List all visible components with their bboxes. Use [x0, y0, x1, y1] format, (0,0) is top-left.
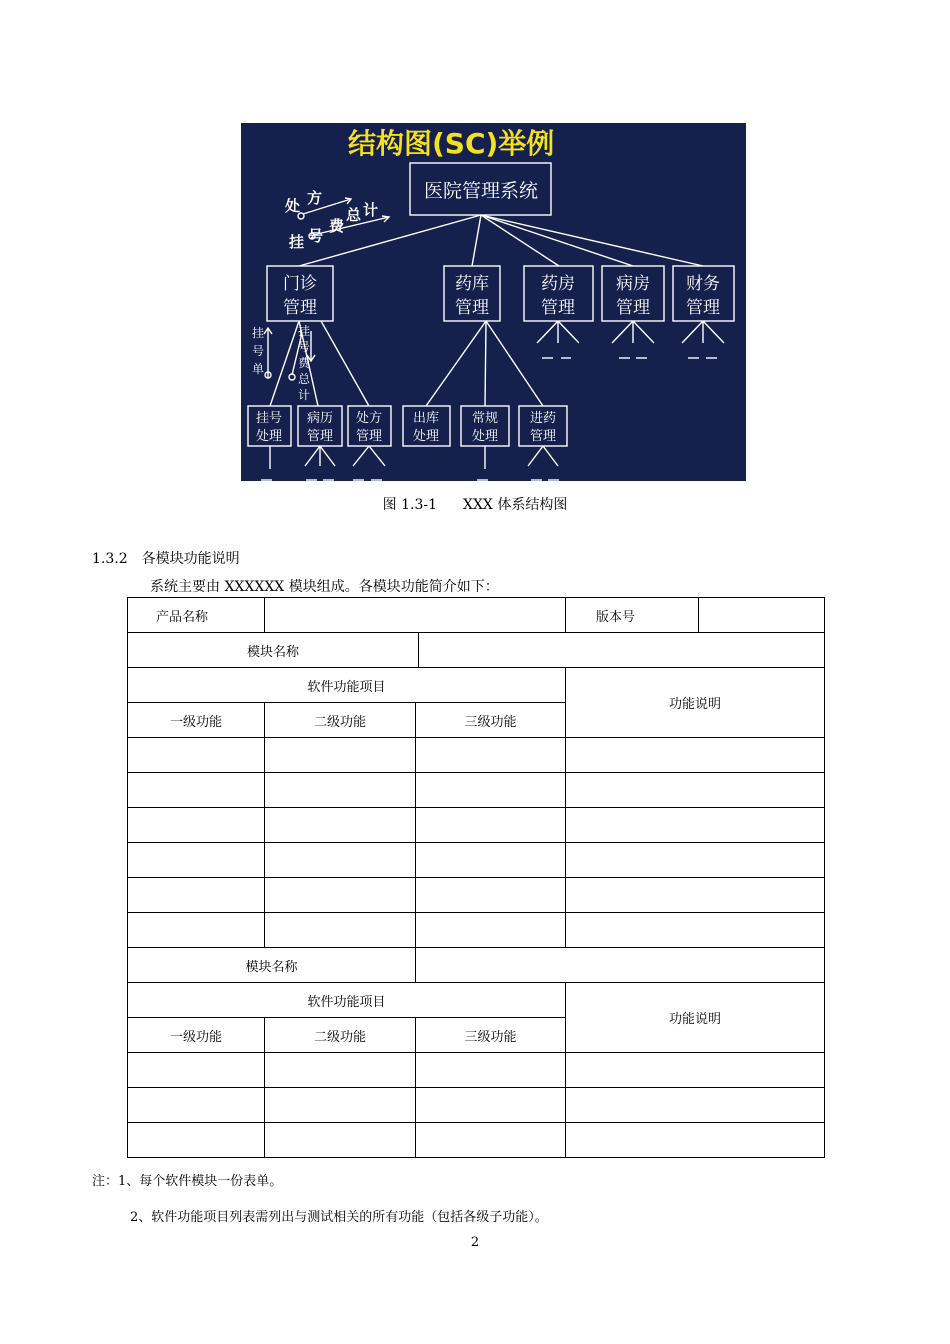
structure-chart	[241, 123, 746, 481]
annotation-ji: 计	[363, 201, 379, 219]
table-row	[128, 1123, 825, 1158]
level3-header-2: 三级功能	[416, 1018, 566, 1053]
level2-prescription-line2: 管理	[355, 429, 383, 444]
structure-chart-figure	[241, 123, 746, 481]
note-2: 2、软件功能项目列表需列出与测试相关的所有功能（包括各级子功能）。	[130, 1210, 548, 1225]
flow-label-registration-fee-total: 挂号费总计	[297, 324, 311, 402]
module-function-form	[127, 597, 825, 1158]
level2-outbound-line2: 处理	[412, 429, 440, 444]
software-items-header-2: 软件功能项目	[128, 983, 566, 1018]
level2-routine-line2: 处理	[471, 429, 499, 444]
level1-pharmacy-line1: 药房	[541, 274, 575, 294]
table-row	[128, 843, 825, 878]
caption-number: 图 1.3-1	[382, 497, 437, 513]
module-name-label-2: 模块名称	[128, 948, 416, 982]
level2-registration-line1: 挂号	[255, 411, 283, 426]
level1-pharmacy-line2: 管理	[541, 298, 575, 318]
level2-header-2: 二级功能	[265, 1018, 416, 1053]
table-row	[128, 808, 825, 843]
root-label: 医院管理系统	[423, 180, 539, 202]
intro-paragraph: 系统主要由 XXXXXX 模块组成。各模块功能简介如下：	[150, 579, 499, 595]
level2-header: 二级功能	[265, 703, 416, 738]
note-1: 注：1、每个软件模块一份表单。	[92, 1174, 283, 1189]
level1-finance-line2: 管理	[686, 298, 720, 318]
annotation-hao: 号	[308, 227, 324, 245]
table-row	[128, 878, 825, 913]
level2-record-line1: 病历	[306, 411, 334, 426]
caption-text: XXX 体系结构图	[463, 497, 568, 513]
table-row	[128, 913, 825, 948]
product-name-label: 产品名称	[128, 598, 265, 633]
software-items-header: 软件功能项目	[128, 668, 566, 703]
level2-outbound-line1: 出库	[412, 411, 440, 426]
level1-finance-line1: 财务	[686, 274, 720, 294]
figure-caption	[0, 494, 950, 514]
table-row	[128, 738, 825, 773]
level2-routine-line1: 常规	[471, 411, 499, 426]
version-label: 版本号	[566, 598, 699, 632]
level2-purchase-line2: 管理	[529, 429, 557, 444]
function-desc-header-2: 功能说明	[566, 983, 825, 1053]
level1-drugstore-line2: 管理	[455, 298, 489, 318]
level1-ward-line2: 管理	[616, 298, 650, 318]
level2-record-line2: 管理	[306, 429, 334, 444]
annotation-chu: 处	[285, 197, 301, 215]
level2-purchase-line1: 进药	[529, 411, 557, 426]
module-name-field-2[interactable]	[416, 948, 824, 982]
module-name-label: 模块名称	[128, 633, 419, 667]
function-desc-header: 功能说明	[566, 668, 825, 738]
product-name-field[interactable]	[265, 598, 566, 633]
level1-outpatient-line1: 门诊	[283, 274, 317, 294]
level1-header-2: 一级功能	[128, 1018, 265, 1053]
level2-prescription-line1: 处方	[355, 411, 383, 426]
flow-label-registration-slip: 挂号单	[251, 326, 265, 376]
level1-outpatient-line2: 管理	[283, 298, 317, 318]
annotation-fei: 费	[329, 217, 345, 235]
annotation-zong: 总	[346, 206, 362, 224]
table-row	[128, 1053, 825, 1088]
level1-drugstore-line1: 药库	[455, 274, 489, 294]
table-row	[128, 773, 825, 808]
module-name-field[interactable]	[419, 633, 824, 667]
annotation-fang: 方	[307, 189, 323, 207]
page-number: 2	[470, 1235, 480, 1250]
section-title: 各模块功能说明	[141, 551, 240, 567]
table-row	[128, 1088, 825, 1123]
annotation-gua: 挂	[289, 233, 305, 251]
level1-header: 一级功能	[128, 703, 265, 738]
figure-title: 结构图(SC)举例	[348, 127, 555, 160]
section-heading	[92, 548, 240, 568]
level1-ward-line1: 病房	[616, 274, 650, 294]
level2-registration-line2: 处理	[255, 429, 283, 444]
level3-header: 三级功能	[416, 703, 566, 738]
version-field[interactable]	[699, 598, 824, 632]
section-number: 1.3.2	[92, 551, 128, 567]
